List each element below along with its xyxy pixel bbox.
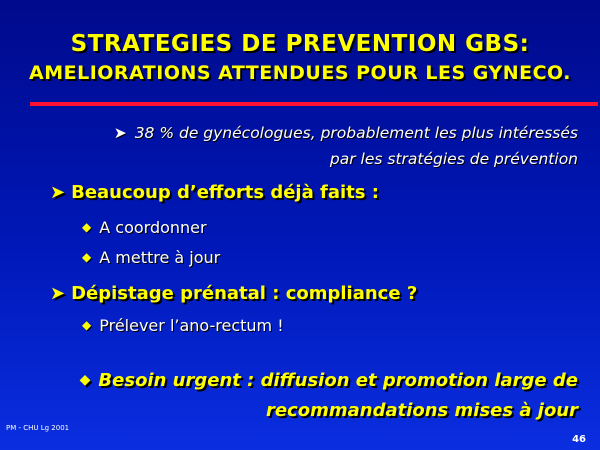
note-line-1 xyxy=(114,120,578,146)
arrow-bullet-icon: ➤ xyxy=(50,283,66,304)
slide-title: STRATEGIES DE PREVENTION GBS: xyxy=(70,31,530,57)
note-text-1: 38 % de gynécologues, probablement les plus intéressés xyxy=(134,124,578,142)
arrow-bullet-icon: ➤ xyxy=(50,182,66,203)
bullet-depistage xyxy=(50,283,417,304)
sub-bullet-mettre-a-jour xyxy=(82,248,220,267)
urgent-text-1: Besoin urgent : diffusion et promotion large de xyxy=(98,370,578,391)
diamond-bullet-icon: ◆ xyxy=(82,220,92,234)
footer-credit: PM - CHU Lg 2001 xyxy=(6,424,70,432)
bullet-efforts xyxy=(50,182,379,203)
sub-bullet-prelever xyxy=(82,316,284,335)
title-divider xyxy=(30,102,598,106)
urgent-line-1 xyxy=(58,365,578,396)
note-block xyxy=(114,120,578,172)
slide-subtitle: AMELIORATIONS ATTENDUES POUR LES GYNECO. xyxy=(29,62,571,84)
note-line-2: par les stratégies de prévention xyxy=(329,150,578,168)
sub-bullet-coordonner-text: A coordonner xyxy=(99,218,207,237)
bullet-depistage-text: Dépistage prénatal : compliance ? xyxy=(71,283,418,304)
urgent-statement xyxy=(58,365,578,426)
diamond-bullet-icon: ◆ xyxy=(82,250,92,264)
diamond-bullet-icon: ◆ xyxy=(82,318,92,332)
sub-bullet-mettre-a-jour-text: A mettre à jour xyxy=(99,248,221,267)
bullet-efforts-text: Beaucoup d’efforts déjà faits : xyxy=(71,182,379,203)
page-number: 46 xyxy=(572,434,586,445)
sub-bullet-prelever-text: Prélever l’ano-rectum ! xyxy=(99,316,284,335)
urgent-line-2: recommandations mises à jour xyxy=(265,400,578,421)
diamond-bullet-icon: ◆ xyxy=(79,372,91,388)
arrow-bullet-icon: ➤ xyxy=(113,124,127,142)
sub-bullet-coordonner xyxy=(82,218,207,237)
